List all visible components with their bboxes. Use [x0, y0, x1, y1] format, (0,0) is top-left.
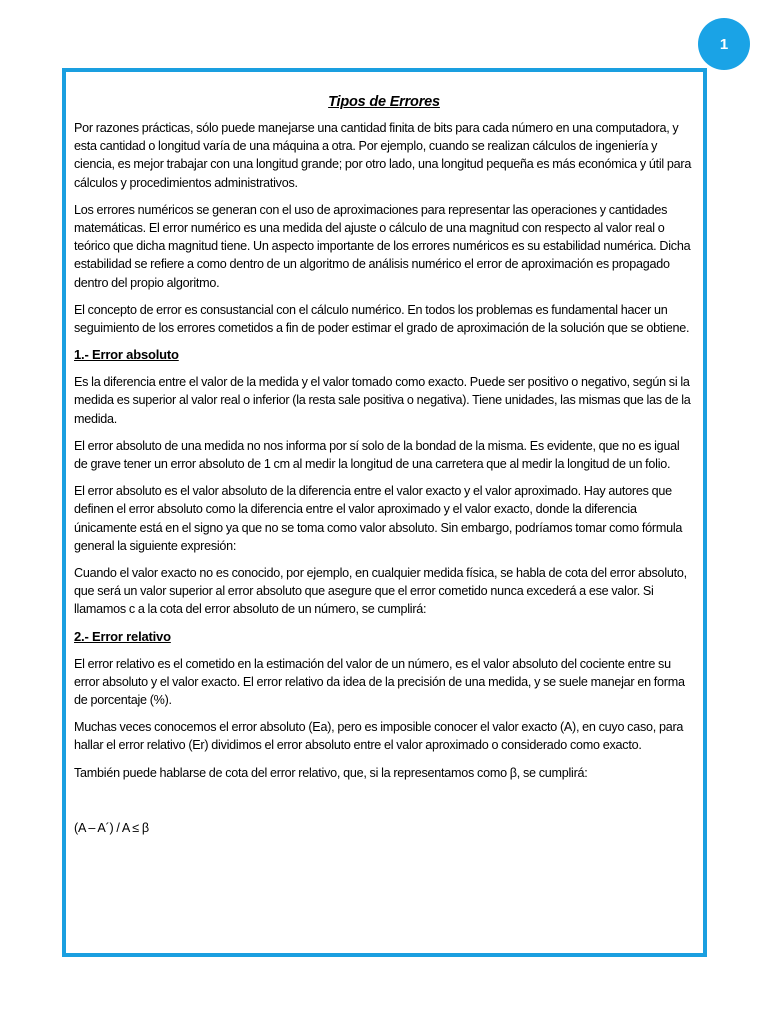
- error-relativo-paragraph-2: Muchas veces conocemos el error absoluto (Ea), pero es imposible conocer el valor exacto (A), en cuyo caso, para hallar el error relativo (Er) dividimos el error absoluto entre el valor aproximado o considerado como exacto.: [74, 720, 684, 753]
- error-relativo-paragraph-1: El error relativo es el cometido en la estimación del valor de un número, es el valor absoluto del cociente entre su error absoluto y el valor exacto. El error relativo da idea de la precisión de una medida, y se suele manejar en forma de porcentaje (%).: [74, 656, 685, 708]
- page-number-badge: 1: [698, 18, 750, 70]
- error-absoluto-paragraph-4: Cuando el valor exacto no es conocido, por ejemplo, en cualquier medida física, se habla de cota del error absoluto, que será un valor superior al error absoluto que asegure que el error cometido nunca excederá a ese valor. Si llamamos c a la cota del error absoluto de un número, se cumplirá:: [74, 566, 687, 617]
- document-frame: [62, 68, 707, 957]
- error-relativo-paragraph-3: También puede hablarse de cota del error relativo, que, si la representamos como β, se cumplirá:: [74, 765, 588, 780]
- document-title: Tipos de Errores: [328, 94, 440, 110]
- error-absoluto-paragraph-2: El error absoluto de una medida no nos informa por sí solo de la bondad de la misma. Es evidente, que no es igual de grave tener un error absoluto de 1 cm al medir la longitud de una carretera que al medir la longitud de un folio.: [74, 438, 680, 472]
- intro-paragraph-1: Por razones prácticas, sólo puede manejarse una cantidad finita de bits para cada número en una computadora, y esta cantidad o longitud varía de una máquina a otra. Por ejemplo, cuando se realizan cálculos de ingeniería y ciencia, es mejor trabajar con una longitud grande; por otro lado, una longitud pequeña es más económica y útil para cálculos y procedimientos administrativos.: [74, 121, 692, 190]
- section-heading-error-absoluto: 1.- Error absoluto: [74, 347, 179, 363]
- error-absoluto-paragraph-1: Es la diferencia entre el valor de la medida y el valor tomado como exacto. Puede ser positivo o negativo, según si la medida es superior al valor real o inferior (la resta sale positiva o negativa). Tiene unidades, las mismas que las de la medida.: [74, 375, 691, 426]
- relative-error-formula: (A – A´) / A ≤ β: [74, 820, 149, 835]
- intro-paragraph-2: Los errores numéricos se generan con el uso de aproximaciones para representar las operaciones y cantidades matemáticas. El error numérico es una medida del ajuste o cálculo de una magnitud con respecto al valor real o teórico que dicha magnitud tiene. Un aspecto importante de los errores numéricos es su estabilidad numérica. Dicha estabilidad se refiere a como dentro de un algoritmo de análisis numérico el error de aproximación es propagado dentro del propio algoritmo.: [74, 202, 691, 290]
- intro-paragraph-3: El concepto de error es consustancial con el cálculo numérico. En todos los problemas es fundamental hacer un seguimiento de los errores cometidos a fin de poder estimar el grado de aproximación de la solución que se obtiene.: [74, 302, 690, 336]
- error-absoluto-paragraph-3: El error absoluto es el valor absoluto de la diferencia entre el valor exacto y el valor aproximado. Hay autores que definen el error absoluto como la diferencia entre el valor aproximado y el valor exacto, donde la diferencia únicamente está en el signo ya que no se toma como valor absoluto. Sin embargo, podríamos tomar como fórmula general la siguiente expresión:: [74, 484, 683, 553]
- section-heading-error-relativo: 2.- Error relativo: [74, 628, 171, 644]
